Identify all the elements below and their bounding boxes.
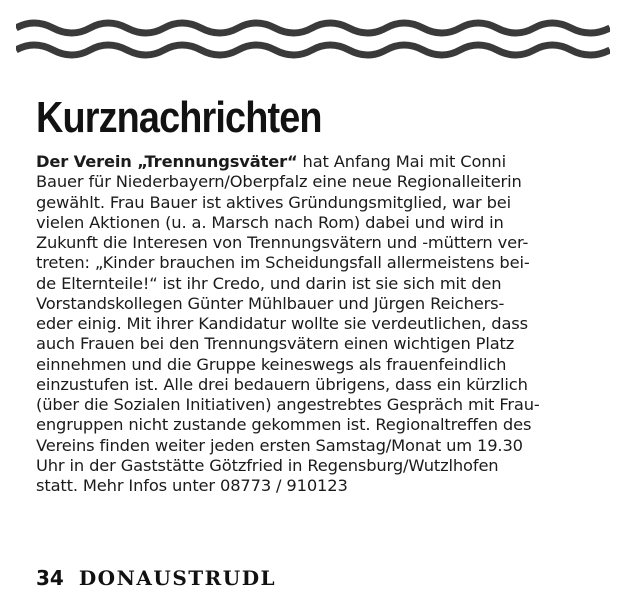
article-line xyxy=(36,152,596,172)
article-line: gewählt. Frau Bauer ist aktives Gründungsmitglied, war bei xyxy=(36,192,512,212)
article-line: Vorstandskollegen Günter Mühlbauer und Jürgen Reichers- xyxy=(36,293,505,313)
article-line: Vereins finden weiter jeden ersten Samstag/Monat um 19.30 xyxy=(36,435,523,455)
article-line: treten: „Kinder brauchen im Scheidungsfall allermeistens bei- xyxy=(36,253,530,273)
article-line-text: hat Anfang Mai mit Conni xyxy=(297,152,506,171)
wave-line-top xyxy=(16,23,610,33)
article-line: Zukunft die Interesen von Trennungsvätern und -müttern ver- xyxy=(36,233,529,252)
article-line: auch Frauen bei den Trennungsvätern einen wichtigen Platz xyxy=(36,334,515,354)
article-line: de Elternteile!“ ist ihr Credo, und darin ist sie sich mit den xyxy=(36,273,502,293)
article-line: (über die Sozialen Initiativen) angestrebtes Gespräch mit Frau- xyxy=(36,395,540,414)
article-line: eder einig. Mit ihrer Kandidatur wollte sie verdeutlichen, dass xyxy=(36,314,528,333)
article-line: vielen Aktionen (u. a. Marsch nach Rom) dabei und wird in xyxy=(36,212,504,232)
article-body xyxy=(36,152,596,496)
page-number: 34 xyxy=(36,566,64,590)
article-line: einnehmen und die Gruppe keineswegs als frauenfeindlich xyxy=(36,354,507,374)
page-footer xyxy=(36,566,276,590)
article-line: einzustufen ist. Alle drei bedauern übrigens, dass ein kürzlich xyxy=(36,374,528,394)
article-line: Bauer für Niederbayern/Oberpfalz eine neue Regionalleiterin xyxy=(36,172,522,192)
article-lead: Der Verein „Trennungsväter“ xyxy=(36,152,298,171)
article-line: Uhr in der Gaststätte Götzfried in Regensburg/Wutzlhofen xyxy=(36,455,499,475)
article-line: engruppen nicht zustande gekommen ist. Regionaltreffen des xyxy=(36,415,532,435)
article-line: statt. Mehr Infos unter 08773 / 910123 xyxy=(36,476,348,495)
magazine-name: DONAUSTRUDL xyxy=(78,566,277,590)
page-title: Kurznachrichten xyxy=(36,93,322,142)
wave-line-bottom xyxy=(16,45,610,55)
wavy-lines-ornament xyxy=(16,14,610,64)
